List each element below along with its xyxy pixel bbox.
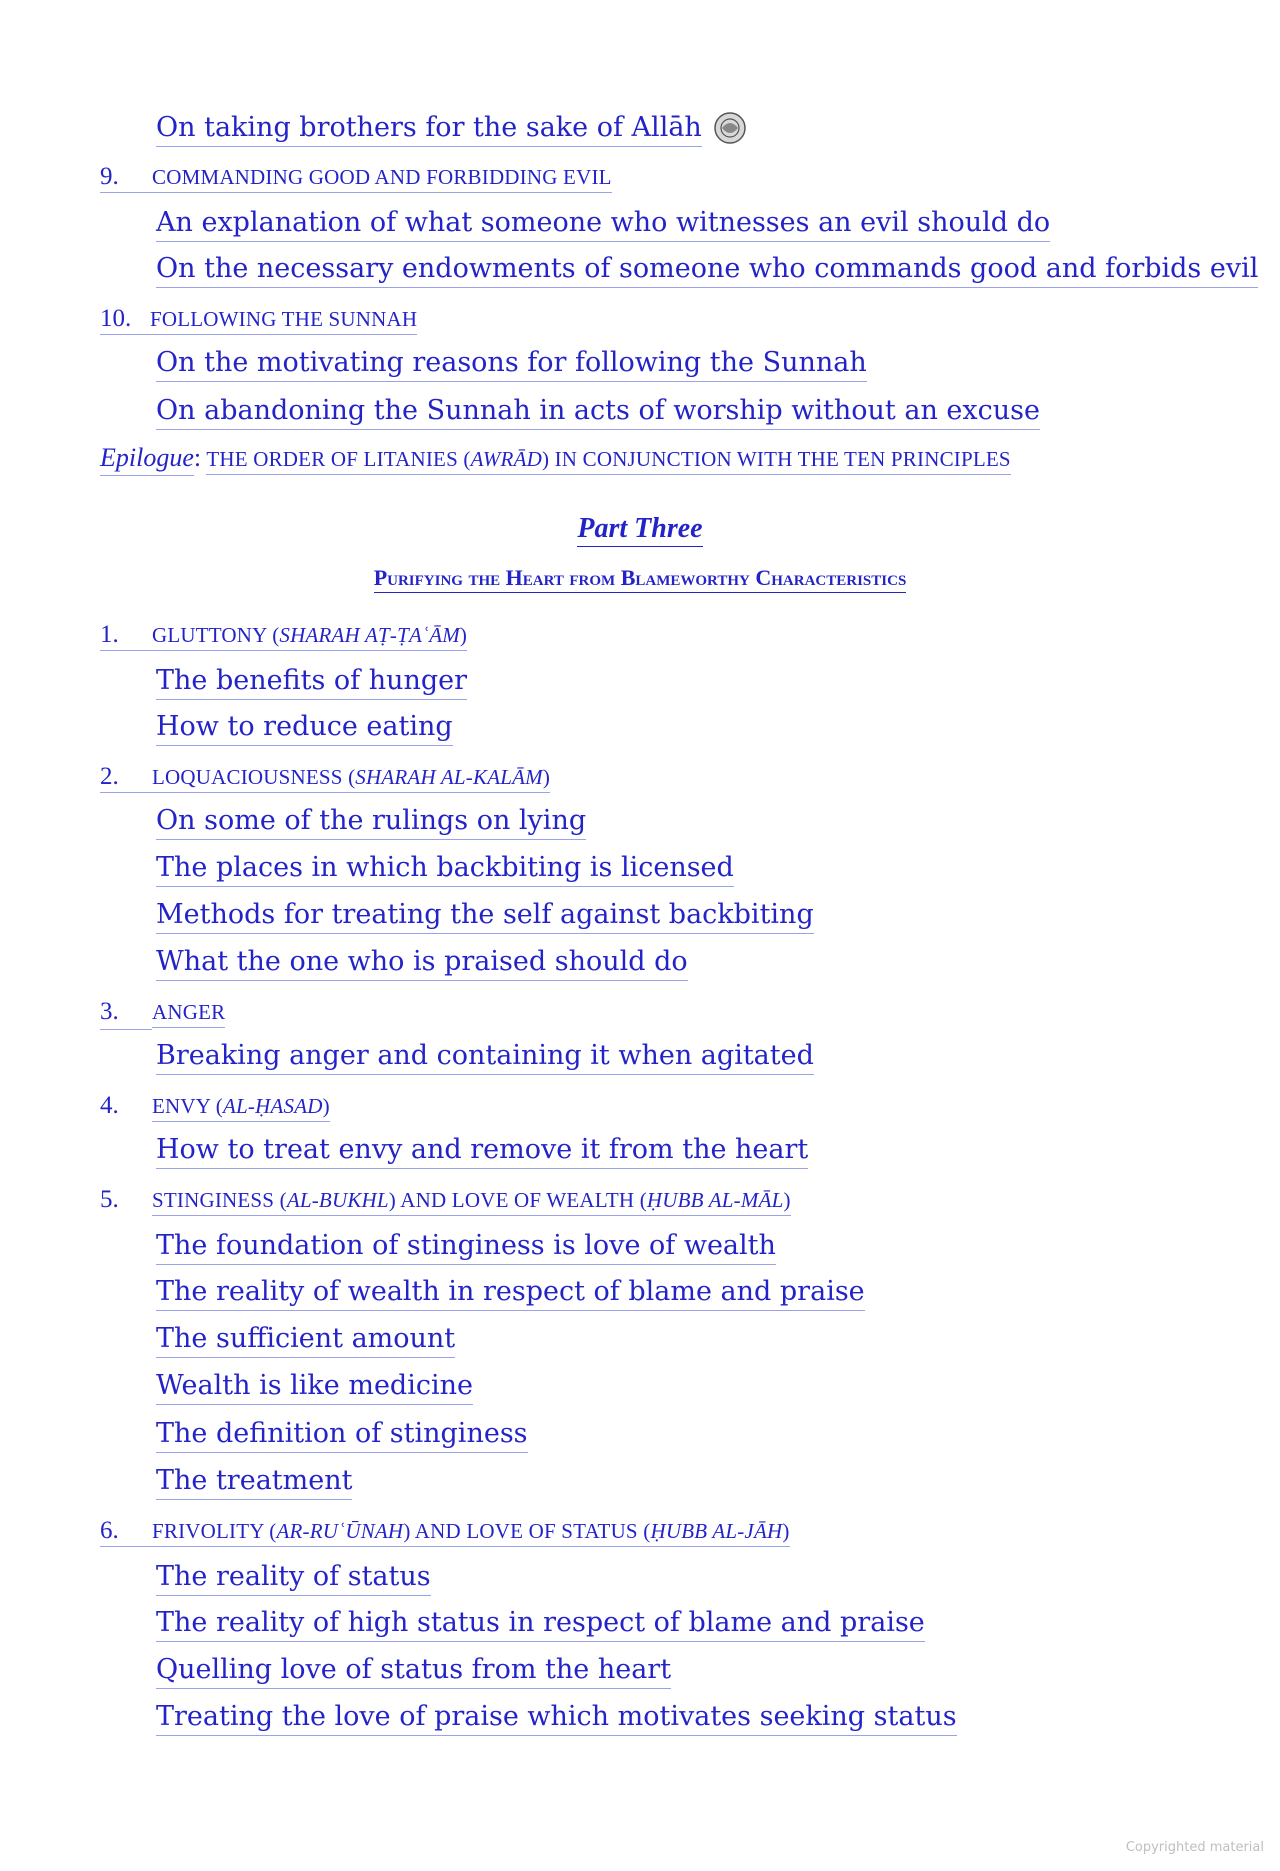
toc-entry-text[interactable]: On taking brothers for the sake of Allāh [156, 112, 702, 147]
chapter-heading-9[interactable] [100, 163, 612, 191]
epilogue-colon: : [193, 443, 202, 472]
toc-entry[interactable] [156, 711, 453, 742]
toc-entry[interactable] [156, 253, 1258, 284]
toc-entry-text[interactable]: The benefits of hunger [156, 665, 467, 700]
part-title-text[interactable]: Part Three [577, 513, 702, 547]
chapter-title-mid: ) AND LOVE OF WEALTH ( [388, 1188, 647, 1212]
toc-entry-text[interactable]: The sufficient amount [156, 1323, 455, 1358]
toc-entry-text[interactable]: The foundation of stinginess is love of wealth [156, 1230, 776, 1265]
epilogue-title-b: ) IN CONJUNCTION WITH THE TEN PRINCIPLES [541, 447, 1011, 471]
chapter-title: FRIVOLITY ( [152, 1519, 277, 1543]
toc-entry[interactable] [156, 1040, 814, 1071]
toc-entry-text[interactable]: Breaking anger and containing it when agitated [156, 1040, 814, 1075]
epilogue-heading[interactable] [100, 443, 1011, 473]
chapter-title-end: ) [322, 1094, 330, 1118]
epilogue-title-italic: AWRĀD [470, 447, 542, 471]
toc-entry-text[interactable]: How to reduce eating [156, 711, 453, 746]
toc-entry[interactable] [156, 1654, 671, 1685]
chapter-title-mid: ) AND LOVE OF STATUS ( [403, 1519, 651, 1543]
chapter-number: 2. [100, 763, 119, 790]
chapter-heading-5[interactable] [100, 1186, 791, 1214]
epilogue-title-a: THE ORDER OF LITANIES ( [206, 447, 471, 471]
chapter-link[interactable] [100, 1519, 790, 1547]
chapter-title-end: ) [542, 765, 551, 789]
toc-entry-text[interactable]: An explanation of what someone who witnesses an evil should do [156, 207, 1050, 242]
part-title[interactable] [0, 513, 1280, 545]
chapter-number: 6. [100, 1517, 119, 1544]
copyright-footer: Copyrighted material [1125, 1840, 1264, 1855]
toc-entry[interactable] [156, 805, 586, 836]
chapter-title-italic: AL-ḤASAD [223, 1094, 323, 1118]
toc-entry[interactable] [156, 110, 748, 146]
toc-entry-text[interactable]: On some of the rulings on lying [156, 805, 586, 840]
toc-entry[interactable] [156, 1607, 925, 1638]
chapter-heading-2[interactable] [100, 763, 550, 791]
chapter-title-end: ) [782, 1519, 790, 1543]
chapter-title-end: ) [459, 623, 468, 647]
chapter-title: COMMANDING GOOD AND FORBIDDING EVIL [152, 165, 612, 189]
chapter-link[interactable] [100, 307, 417, 335]
toc-entry-text[interactable]: The reality of wealth in respect of blame and praise [156, 1276, 865, 1311]
chapter-title: ENVY ( [152, 1094, 223, 1118]
toc-entry[interactable] [156, 1134, 808, 1165]
chapter-number: 9. [100, 163, 119, 190]
toc-entry-text[interactable]: The reality of high status in respect of blame and praise [156, 1607, 925, 1642]
toc-entry[interactable] [156, 1323, 455, 1354]
epilogue-label[interactable]: Epilogue [100, 443, 194, 476]
chapter-title: STINGINESS ( [152, 1188, 287, 1212]
toc-entry[interactable] [156, 1561, 431, 1592]
part-subtitle[interactable] [0, 565, 1280, 591]
chapter-heading-6[interactable] [100, 1517, 790, 1545]
chapter-title-italic: SHARAH AL-KALĀM [355, 765, 543, 789]
toc-entry[interactable] [156, 899, 814, 930]
chapter-title: FOLLOWING THE SUNNAH [150, 307, 418, 331]
chapter-heading-1[interactable] [100, 621, 467, 649]
toc-entry-text[interactable]: Quelling love of status from the heart [156, 1654, 671, 1689]
toc-entry[interactable] [156, 395, 1040, 426]
chapter-link[interactable] [100, 623, 467, 651]
toc-entry[interactable] [156, 665, 467, 696]
toc-entry-text[interactable]: How to treat envy and remove it from the heart [156, 1134, 808, 1169]
chapter-title-italic: AL-BUKHL [286, 1188, 389, 1212]
toc-entry-text[interactable]: The definition of stinginess [156, 1418, 528, 1453]
toc-entry-text[interactable]: Wealth is like medicine [156, 1370, 473, 1405]
chapter-number[interactable]: 3. [100, 998, 152, 1030]
chapter-number: 1. [100, 621, 119, 648]
toc-entry[interactable] [156, 1370, 473, 1401]
chapter-number[interactable]: 4. [100, 1092, 119, 1119]
toc-entry[interactable] [156, 1418, 528, 1449]
chapter-title: GLUTTONY ( [152, 623, 280, 647]
toc-entry-text[interactable]: On the necessary endowments of someone who commands good and forbids evil [156, 253, 1258, 288]
chapter-title[interactable]: ANGER [152, 1000, 225, 1028]
chapter-title-italic-2: ḤUBB AL-JĀH [650, 1519, 783, 1543]
toc-entry-text[interactable]: The places in which backbiting is licensed [156, 852, 734, 887]
epilogue-title[interactable] [206, 447, 1010, 475]
chapter-heading-10[interactable] [100, 305, 417, 333]
chapter-title-italic-2: ḤUBB AL-MĀL [646, 1188, 784, 1212]
chapter-link[interactable] [100, 165, 612, 193]
chapter-heading-4[interactable] [100, 1092, 330, 1120]
chapter-title-italic: SHARAH AṬ-ṬAʿĀM [279, 623, 460, 647]
toc-entry-text[interactable]: What the one who is praised should do [156, 946, 688, 981]
toc-entry-text[interactable]: Methods for treating the self against backbiting [156, 899, 814, 934]
toc-entry[interactable] [156, 1465, 352, 1496]
chapter-number[interactable]: 5. [100, 1186, 119, 1213]
chapter-heading-3[interactable] [100, 998, 225, 1030]
toc-entry[interactable] [156, 207, 1050, 238]
chapter-title-italic: AR-RUʿŪNAH [276, 1519, 404, 1543]
toc-entry-text[interactable]: Treating the love of praise which motivates seeking status [156, 1701, 957, 1736]
toc-entry[interactable] [156, 946, 688, 977]
chapter-link[interactable] [100, 765, 550, 793]
chapter-number: 10. [100, 305, 132, 332]
toc-entry-text[interactable]: The treatment [156, 1465, 352, 1500]
chapter-link[interactable] [152, 1188, 791, 1216]
toc-entry-text[interactable]: The reality of status [156, 1561, 431, 1596]
part-subtitle-text[interactable]: Purifying the Heart from Blameworthy Characteristics [374, 565, 907, 593]
honorific-seal-icon [712, 110, 748, 146]
toc-entry[interactable] [156, 347, 867, 378]
toc-entry[interactable] [156, 1701, 957, 1732]
toc-entry[interactable] [156, 852, 734, 883]
toc-entry-text[interactable]: On the motivating reasons for following the Sunnah [156, 347, 867, 382]
toc-entry[interactable] [156, 1276, 865, 1307]
chapter-link[interactable] [152, 1094, 330, 1122]
toc-entry-text[interactable]: On abandoning the Sunnah in acts of worship without an excuse [156, 395, 1040, 430]
chapter-title: LOQUACIOUSNESS ( [152, 765, 356, 789]
chapter-title-end: ) [783, 1188, 791, 1212]
toc-entry[interactable] [156, 1230, 776, 1261]
